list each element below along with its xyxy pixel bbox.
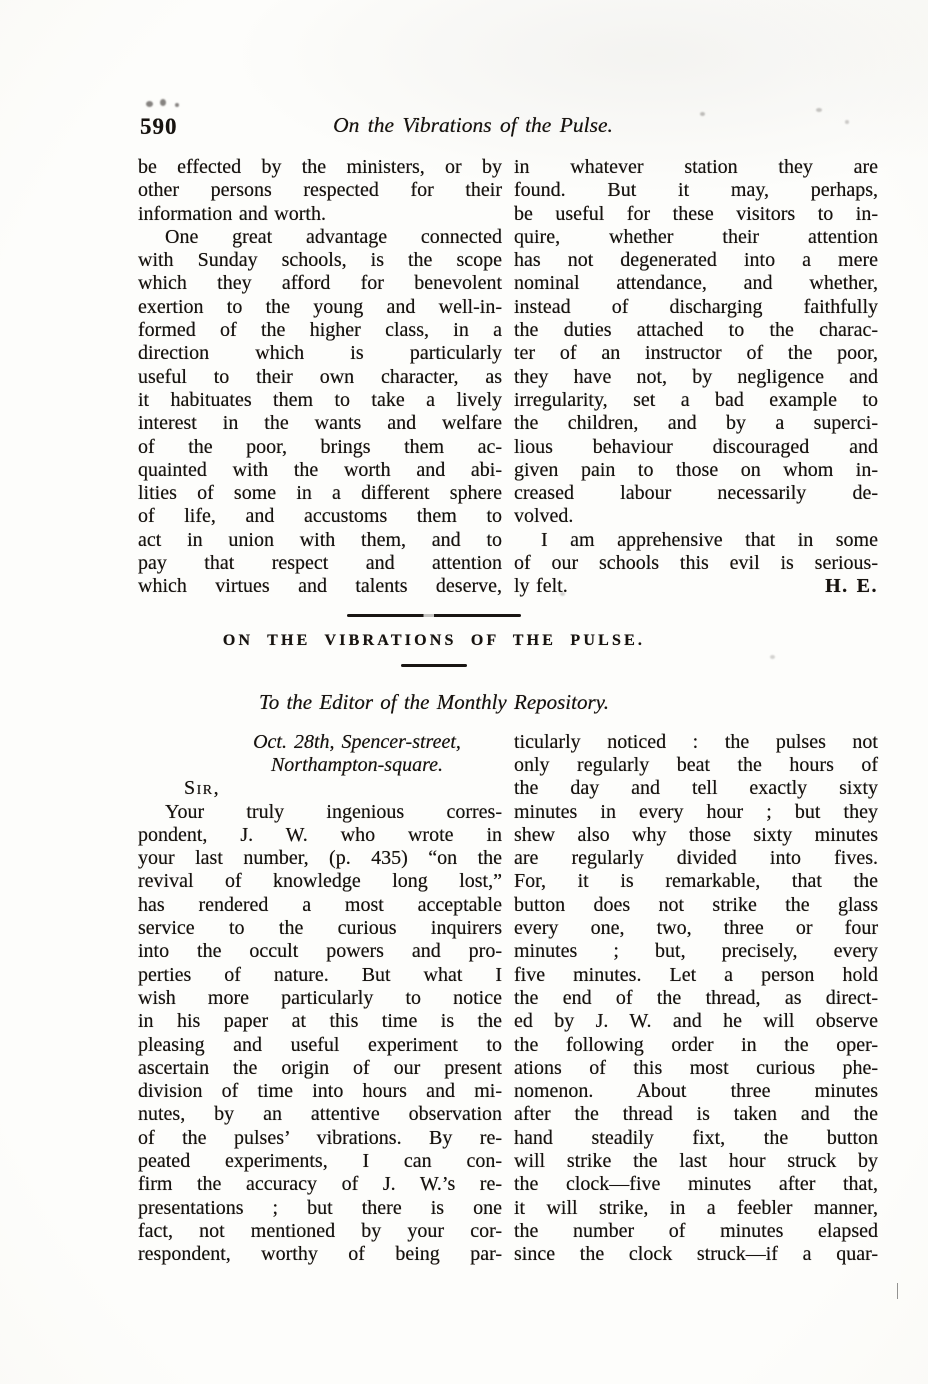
text-line: other persons respected for their — [138, 179, 502, 202]
text-line: button does not strike the glass — [514, 893, 878, 916]
text-line: pondent, J. W. who wrote in — [138, 823, 502, 846]
text-line: the clock—five minutes after that, — [514, 1173, 878, 1196]
letter2-right-column — [514, 731, 878, 1267]
text-line: revival of knowledge long lost,” — [138, 870, 502, 893]
text-line: be effected by the ministers, or by — [138, 156, 502, 178]
text-line: irregularity, set a bad example to — [514, 388, 878, 411]
text-line: respondent, worthy of being par- — [138, 1243, 502, 1266]
text-line: ticularly noticed : the pulses not — [514, 730, 878, 753]
text-line: I am apprehensive that in some — [541, 528, 878, 551]
text-line: will strike the last hour struck by — [514, 1149, 878, 1172]
running-title: On the Vibrations of the Pulse. — [333, 113, 613, 137]
text-line — [514, 575, 878, 598]
text-line: found. But it may, perhaps, — [514, 179, 878, 202]
text-line: minutes ; but, precisely, every — [514, 940, 878, 963]
text-line: in his paper at this time is the — [138, 1010, 502, 1033]
text-line: wish more particularly to notice — [138, 986, 502, 1009]
text-block — [138, 112, 878, 1266]
text-line: nomenon. About three minutes — [514, 1080, 878, 1103]
letter1-columns — [138, 156, 878, 599]
divider-rule-short — [401, 664, 467, 667]
text-line: every one, two, three or four — [514, 917, 878, 940]
text-line: Your truly ingenious corres- — [165, 800, 502, 823]
text-line: has rendered a most acceptable — [138, 893, 502, 916]
text-line: quire, whether their attention — [514, 225, 878, 248]
text-line: exertion to the young and well-in- — [138, 295, 502, 318]
signature-initials: H. E. — [825, 575, 878, 598]
text-line: the end of the thread, as direct- — [514, 986, 878, 1009]
text-line: which they afford for benevolent — [138, 272, 502, 295]
text-line: pay that respect and attention — [138, 552, 502, 575]
text-line: shew also why those sixty minutes — [514, 823, 878, 846]
letter2-dateline-line1: Oct. 28th, Spencer-street, — [253, 730, 461, 753]
text-line: the following order in the oper- — [514, 1033, 878, 1056]
text-line: creased labour necessarily de- — [514, 482, 878, 505]
text-line: be useful for these visitors to in- — [514, 202, 878, 225]
text-line: ascertain the origin of our present — [138, 1056, 502, 1079]
text-line: fact, not mentioned by your cor- — [138, 1219, 502, 1242]
text-line: instead of discharging faithfully — [514, 295, 878, 318]
text-line: For, it is remarkable, that the — [514, 870, 878, 893]
section-heading: ON THE VIBRATIONS OF THE PULSE. — [222, 631, 646, 649]
page-header — [138, 112, 878, 156]
editor-address-line: To the Editor of the Monthly Repository. — [258, 689, 610, 714]
text-line: of the pulses’ vibrations. By re- — [138, 1126, 502, 1149]
letter2-left-lines — [138, 801, 502, 1267]
text-line: hand steadily fixt, the button — [514, 1126, 878, 1149]
text-line: act in union with them, and to — [138, 528, 502, 551]
text-line: division of time into hours and mi- — [138, 1080, 502, 1103]
letter2-left-column — [138, 731, 502, 1267]
text-line: since the clock struck—if a quar- — [514, 1243, 878, 1266]
text-line: lious behaviour discouraged and — [514, 435, 878, 458]
text-line: lities of some in a different sphere — [138, 482, 502, 505]
text-line: quainted with the worth and abi- — [138, 458, 502, 481]
text-line: peated experiments, I can con- — [138, 1149, 502, 1172]
text-line: the number of minutes elapsed — [514, 1219, 878, 1242]
text-line: pleasing and useful experiment to — [138, 1033, 502, 1056]
text-line: your last number, (p. 435) “on the — [138, 847, 502, 870]
scan-speckle — [146, 101, 153, 107]
text-line: interest in the wants and welfare — [138, 412, 502, 435]
text-line: One great advantage connected — [165, 225, 502, 248]
text-line: are regularly divided into fives. — [514, 847, 878, 870]
text-line: firm the accuracy of J. W.’s re- — [138, 1173, 502, 1196]
text-line: perties of nature. But what I — [138, 963, 502, 986]
closing-text: ly felt. — [514, 575, 568, 598]
text-line: has not degenerated into a mere — [514, 249, 878, 272]
letter2-salutation: Sir, — [184, 777, 221, 800]
text-line: which virtues and talents deserve, — [138, 575, 502, 598]
text-line: after the thread is taken and the — [514, 1103, 878, 1126]
text-line: minutes in every hour ; but they — [514, 800, 878, 823]
text-line: volved. — [514, 505, 574, 528]
letter1-right-column — [514, 156, 878, 599]
text-line: ter of an instructor of the poor, — [514, 342, 878, 365]
section-divider-block — [138, 614, 730, 715]
text-line: the day and tell exactly sixty — [514, 777, 878, 800]
text-line: useful to their own character, as — [138, 365, 502, 388]
text-line: only regularly beat the hours of — [514, 753, 878, 776]
scan-edge-artifact — [897, 1283, 898, 1299]
text-line: direction which is particularly — [138, 342, 502, 365]
text-line: presentations ; but there is one — [138, 1196, 502, 1219]
text-line: nominal attendance, and whether, — [514, 272, 878, 295]
text-line: the children, and by a superci- — [514, 412, 878, 435]
text-line: the duties attached to the charac- — [514, 319, 878, 342]
text-line: of our schools this evil is serious- — [514, 552, 878, 575]
letter2-dateline-line2: Northampton-square. — [270, 753, 444, 776]
divider-rule-long — [347, 614, 521, 617]
text-line: into the occult powers and pro- — [138, 940, 502, 963]
text-line: of life, and accustoms them to — [138, 505, 502, 528]
text-line: of the poor, brings them ac- — [138, 435, 502, 458]
text-line: formed of the higher class, in a — [138, 319, 502, 342]
text-line: ations of this most curious phe- — [514, 1056, 878, 1079]
text-line: service to the curious inquirers — [138, 917, 502, 940]
scan-speckle — [175, 103, 179, 107]
text-line: given pain to those on whom in- — [514, 458, 878, 481]
page-number: 590 — [140, 114, 178, 139]
text-line: with Sunday schools, is the scope — [138, 249, 502, 272]
letter2-columns — [138, 731, 878, 1267]
text-line: it will strike, in a feebler manner, — [514, 1196, 878, 1219]
text-line: five minutes. Let a person hold — [514, 963, 878, 986]
text-line: nutes, by an attentive observation — [138, 1103, 502, 1126]
text-line: it habituates them to take a lively — [138, 388, 502, 411]
text-line: in whatever station they are — [514, 156, 878, 178]
scan-speckle — [160, 99, 166, 106]
text-line: they have not, by negligence and — [514, 365, 878, 388]
text-line: information and worth. — [138, 202, 326, 225]
letter1-left-column — [138, 156, 502, 599]
text-line: ed by J. W. and he will observe — [514, 1010, 878, 1033]
